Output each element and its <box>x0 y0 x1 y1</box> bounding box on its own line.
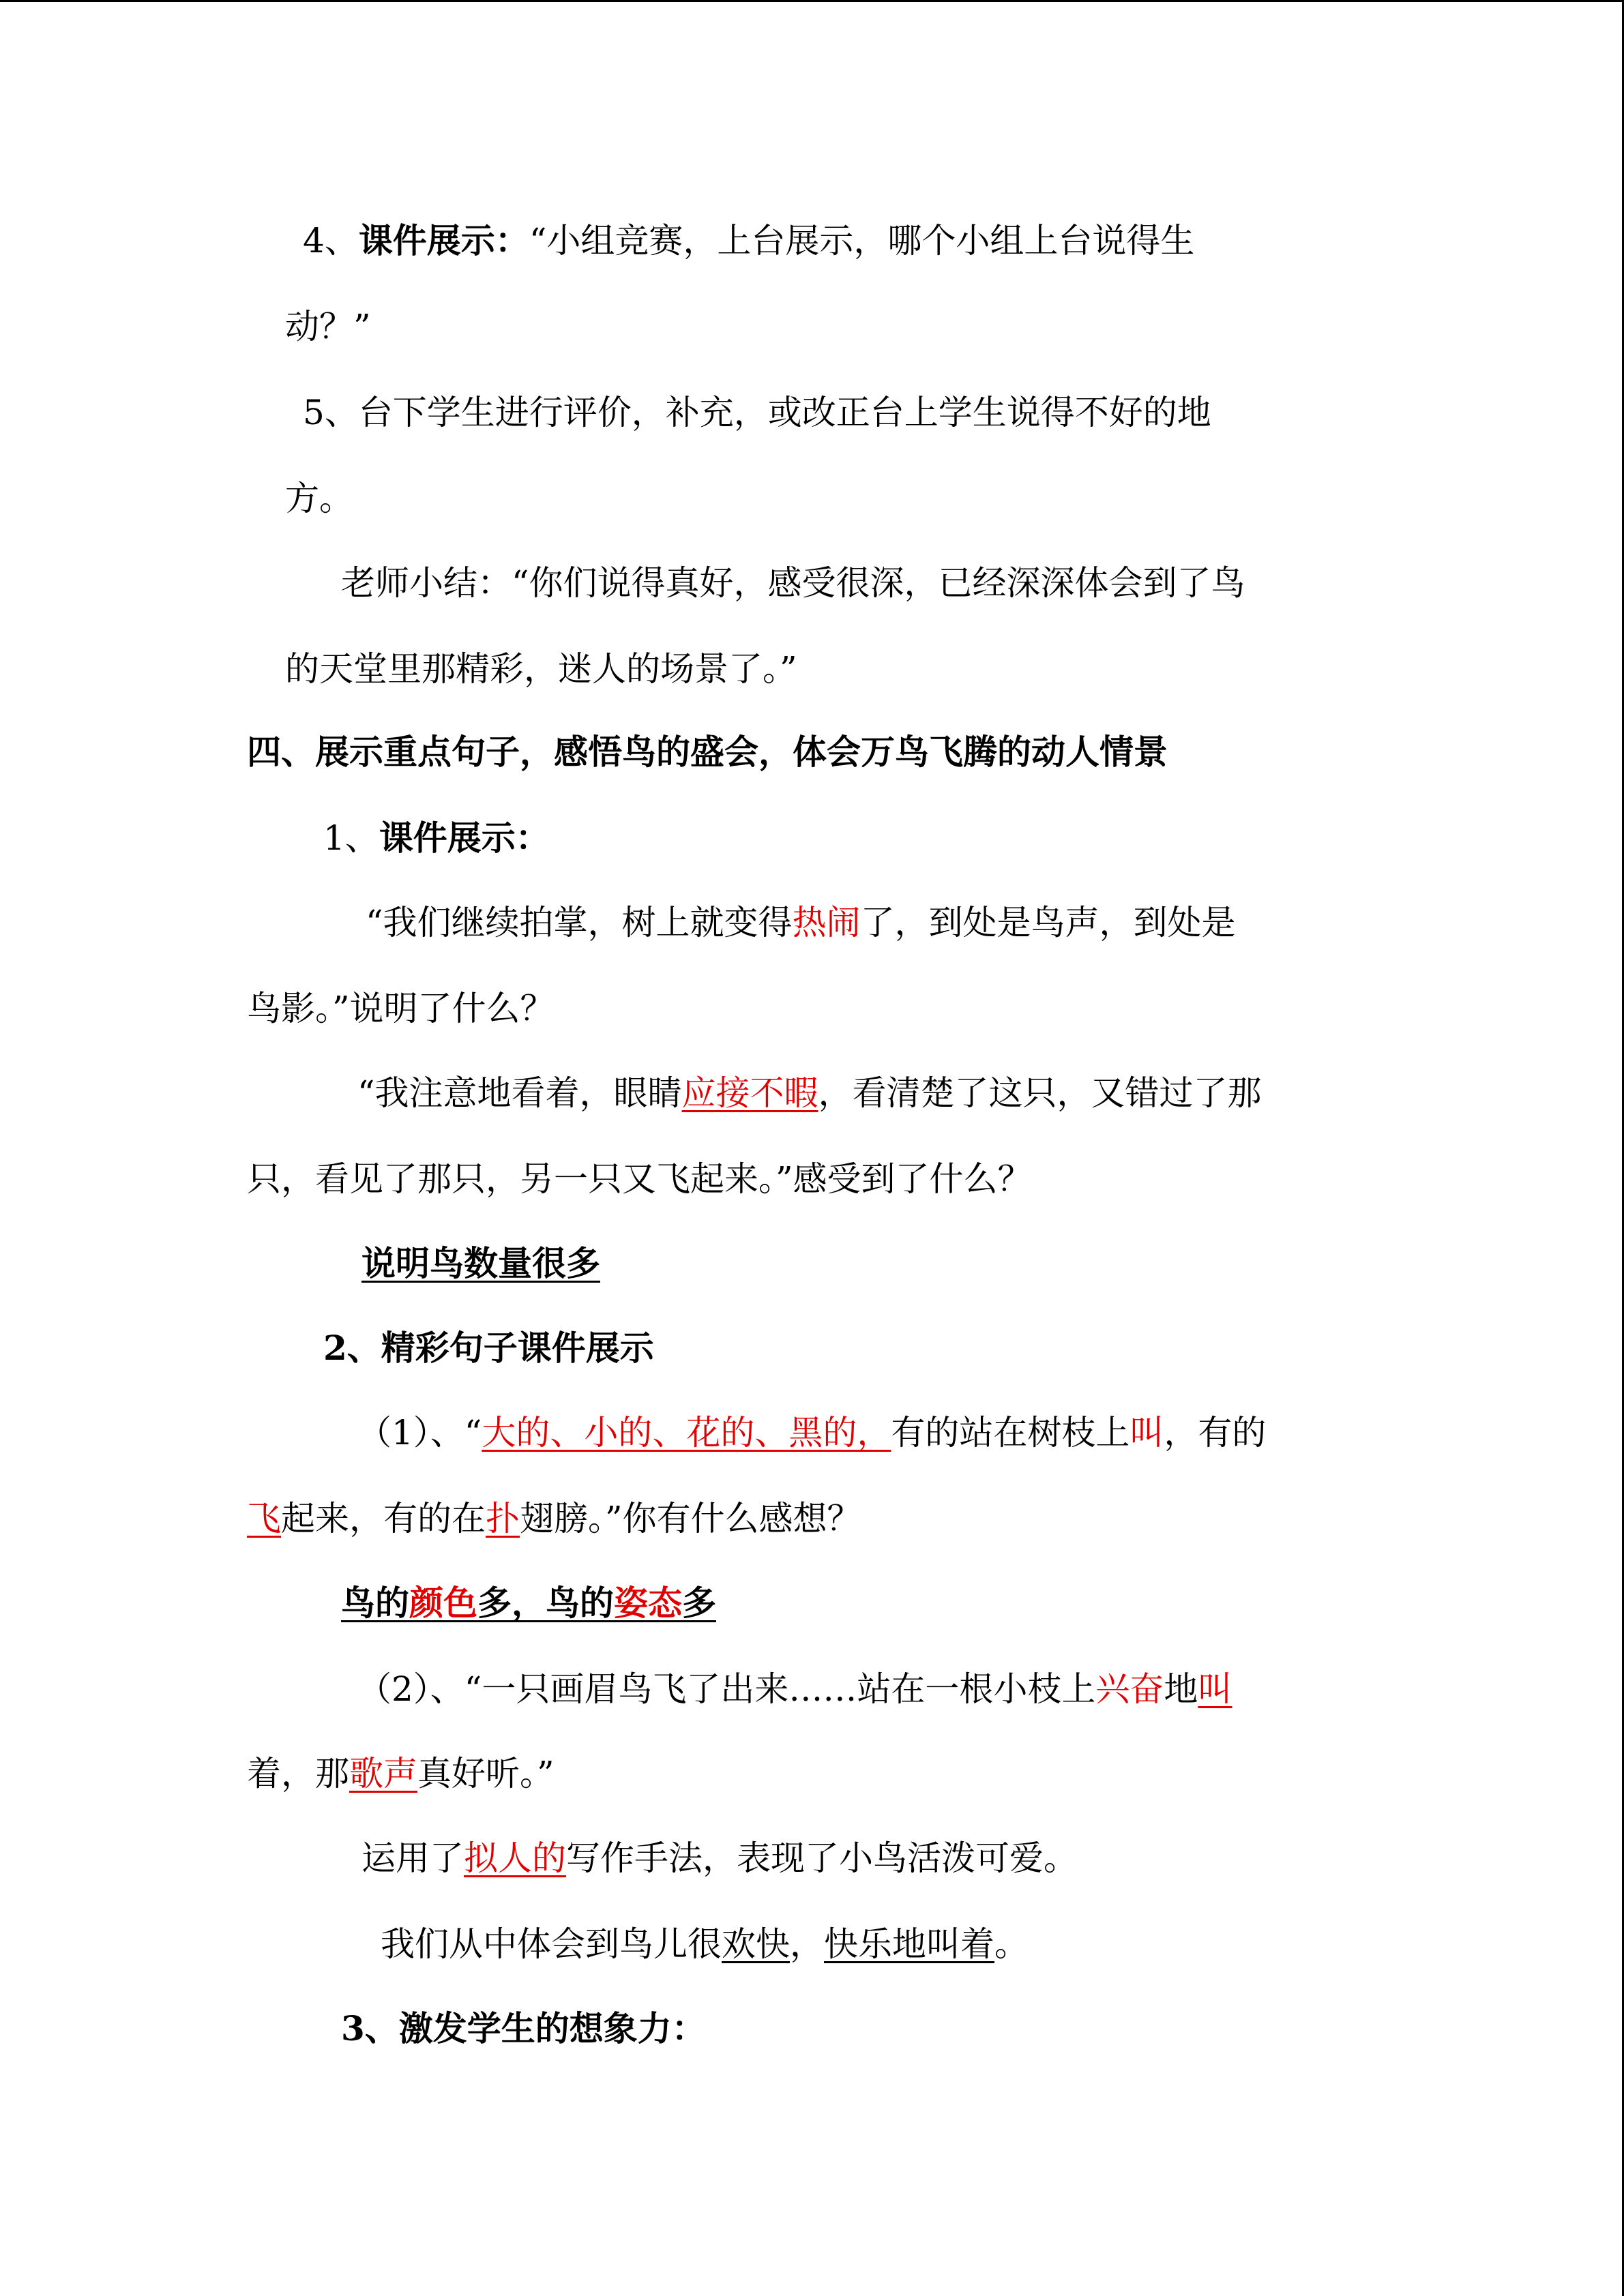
line-text: 真好听。” <box>417 1754 555 1793</box>
paragraph-line <box>323 816 550 860</box>
line-text: 翅膀。”你有什么感想？ <box>520 1499 861 1538</box>
highlight-text: 叫 <box>1198 1669 1232 1709</box>
highlight-text: 大的、小的、花的、黑的， <box>482 1413 891 1452</box>
line-text: 地 <box>1164 1669 1198 1709</box>
paragraph-line <box>247 1752 555 1795</box>
line-text: 写作手法，表现了小鸟活泼可爱。 <box>566 1838 1078 1878</box>
highlight-text: 应接不暇 <box>681 1073 818 1113</box>
underlined-text: 欢快 <box>722 1924 790 1964</box>
line-text: 起来，有的在 <box>281 1499 486 1538</box>
line-text: 3、激发学生的想象力： <box>341 2008 706 2048</box>
line-text: 了，到处是鸟声，到处是 <box>860 903 1236 942</box>
paragraph-line <box>357 1071 1262 1115</box>
paragraph-line <box>361 1242 600 1285</box>
line-text: 着，那 <box>247 1754 349 1793</box>
bold-label: 课件展示： <box>358 220 529 260</box>
heading-text: 四、展示重点句子，感悟鸟的盛会，体会万鸟飞腾的动人情景 <box>247 732 1168 772</box>
line-text: “我注意地看着，眼睛 <box>357 1073 682 1113</box>
item-number: 1、 <box>323 818 379 858</box>
answer-text: 多， <box>477 1583 546 1623</box>
paragraph-line <box>341 2007 706 2051</box>
line-text: （1）、“ <box>357 1413 482 1452</box>
line-text: 我们从中体会到鸟儿很 <box>381 1924 722 1964</box>
line-text: ，看清楚了这只，又错过了那 <box>818 1073 1262 1113</box>
answer-text: 说明鸟数量很多 <box>361 1243 600 1283</box>
paragraph-line <box>366 901 1236 944</box>
answer-text: 鸟的 <box>341 1583 409 1623</box>
line-text: 老师小结：“你们说得真好，感受很深，已经深深体会到了鸟 <box>341 563 1245 603</box>
line-text: 方。 <box>285 479 353 518</box>
line-text: 2、精彩句子课件展示 <box>323 1328 654 1368</box>
highlight-text: 颜色 <box>409 1583 477 1623</box>
highlight-text: 热闹 <box>792 903 861 942</box>
line-text: ， <box>790 1924 824 1964</box>
paragraph-line <box>381 1922 1029 1966</box>
line-text: “小组竞赛，上台展示，哪个小组上台说得生 <box>529 221 1195 260</box>
highlight-text: 扑 <box>486 1499 520 1538</box>
paragraph-line <box>303 391 1211 434</box>
line-text: ，有的 <box>1164 1413 1267 1452</box>
highlight-text: 飞 <box>247 1499 281 1538</box>
paragraph-line <box>303 219 1194 263</box>
paragraph-line <box>341 561 1245 605</box>
line-text: “我们继续拍掌，树上就变得 <box>366 903 793 942</box>
section-heading <box>247 730 1168 774</box>
item-number: 4、 <box>303 221 359 260</box>
highlight-text: 兴奋 <box>1095 1669 1164 1709</box>
line-text: 。 <box>994 1924 1029 1964</box>
highlight-text: 拟人的 <box>464 1838 566 1878</box>
highlight-text: 姿态 <box>614 1583 682 1623</box>
line-text: 动？” <box>285 307 371 346</box>
line-text: 鸟影。”说明了什么？ <box>247 989 555 1028</box>
paragraph-line <box>341 1581 716 1625</box>
paragraph-line <box>285 647 797 691</box>
highlight-text: 歌声 <box>349 1754 417 1793</box>
paragraph-line <box>361 1836 1078 1880</box>
underlined-text: 快乐地叫着 <box>824 1924 994 1964</box>
paragraph-line <box>357 1667 1232 1711</box>
highlight-text: 叫 <box>1130 1413 1164 1452</box>
paragraph-line <box>247 987 555 1030</box>
paragraph-line <box>357 1411 1266 1455</box>
bold-label: 课件展示： <box>379 818 550 858</box>
line-text: 只，看见了那只，另一只又飞起来。”感受到了什么？ <box>247 1159 1032 1199</box>
line-text: 有的站在树枝上 <box>891 1413 1130 1452</box>
line-text: 的天堂里那精彩，迷人的场景了。” <box>285 649 797 689</box>
answer-text: 多 <box>682 1583 716 1623</box>
paragraph-line <box>247 1157 1032 1201</box>
answer-text: 鸟的 <box>546 1583 614 1623</box>
line-text: （2）、“一只画眉鸟飞了出来……站在一根小枝上 <box>357 1669 1096 1709</box>
line-text: 5、台下学生进行评价，补充，或改正台上学生说得不好的地 <box>303 393 1211 432</box>
paragraph-line <box>323 1326 654 1370</box>
paragraph-line <box>285 477 353 520</box>
paragraph-line <box>285 305 371 348</box>
line-text: 运用了 <box>361 1838 464 1878</box>
paragraph-line <box>247 1497 861 1540</box>
